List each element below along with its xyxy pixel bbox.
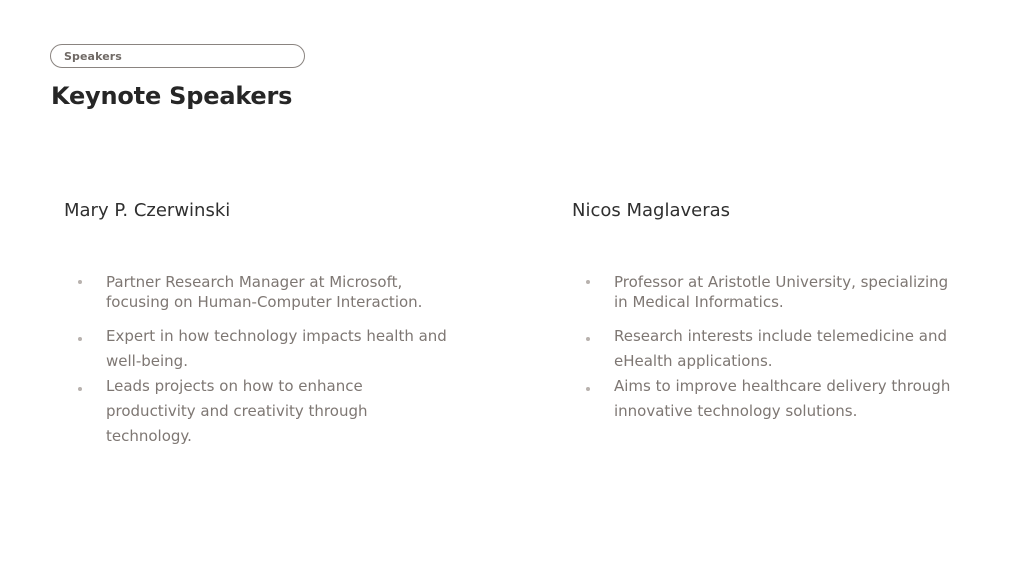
speaker-points-list [64, 272, 451, 449]
speaker-point-text: Partner Research Manager at Microsoft, focusing on Human-Computer Interaction. [106, 273, 423, 311]
speaker-point-text: Expert in how technology impacts health and well-being. [106, 327, 447, 370]
speaker-point-text: Leads projects on how to enhance productivity and creativity through technology. [106, 377, 368, 445]
bullet-dot-icon [586, 387, 590, 391]
speaker-point-text: Aims to improve healthcare delivery through innovative technology solutions. [614, 377, 951, 420]
speaker-points-list [572, 272, 959, 424]
list-item [64, 374, 451, 449]
section-label-pill [50, 44, 305, 68]
speaker-point-text: Professor at Aristotle University, specializing in Medical Informatics. [614, 273, 949, 311]
speaker-card-maglaveras [572, 198, 972, 420]
section-label: Speakers [64, 49, 122, 63]
speaker-point-text: Research interests include telemedicine and eHealth applications. [614, 327, 947, 370]
list-item [64, 272, 451, 312]
list-item [572, 272, 959, 312]
list-item [572, 324, 959, 374]
bullet-dot-icon [586, 337, 590, 341]
bullet-dot-icon [78, 387, 82, 391]
speaker-name: Mary P. Czerwinski [64, 200, 231, 221]
bullet-dot-icon [78, 280, 82, 284]
bullet-dot-icon [586, 280, 590, 284]
page-title: Keynote Speakers [51, 82, 293, 110]
bullet-dot-icon [78, 337, 82, 341]
speaker-card-czerwinski [64, 198, 464, 445]
list-item [572, 374, 959, 424]
list-item [64, 324, 451, 374]
speaker-name: Nicos Maglaveras [572, 200, 731, 221]
